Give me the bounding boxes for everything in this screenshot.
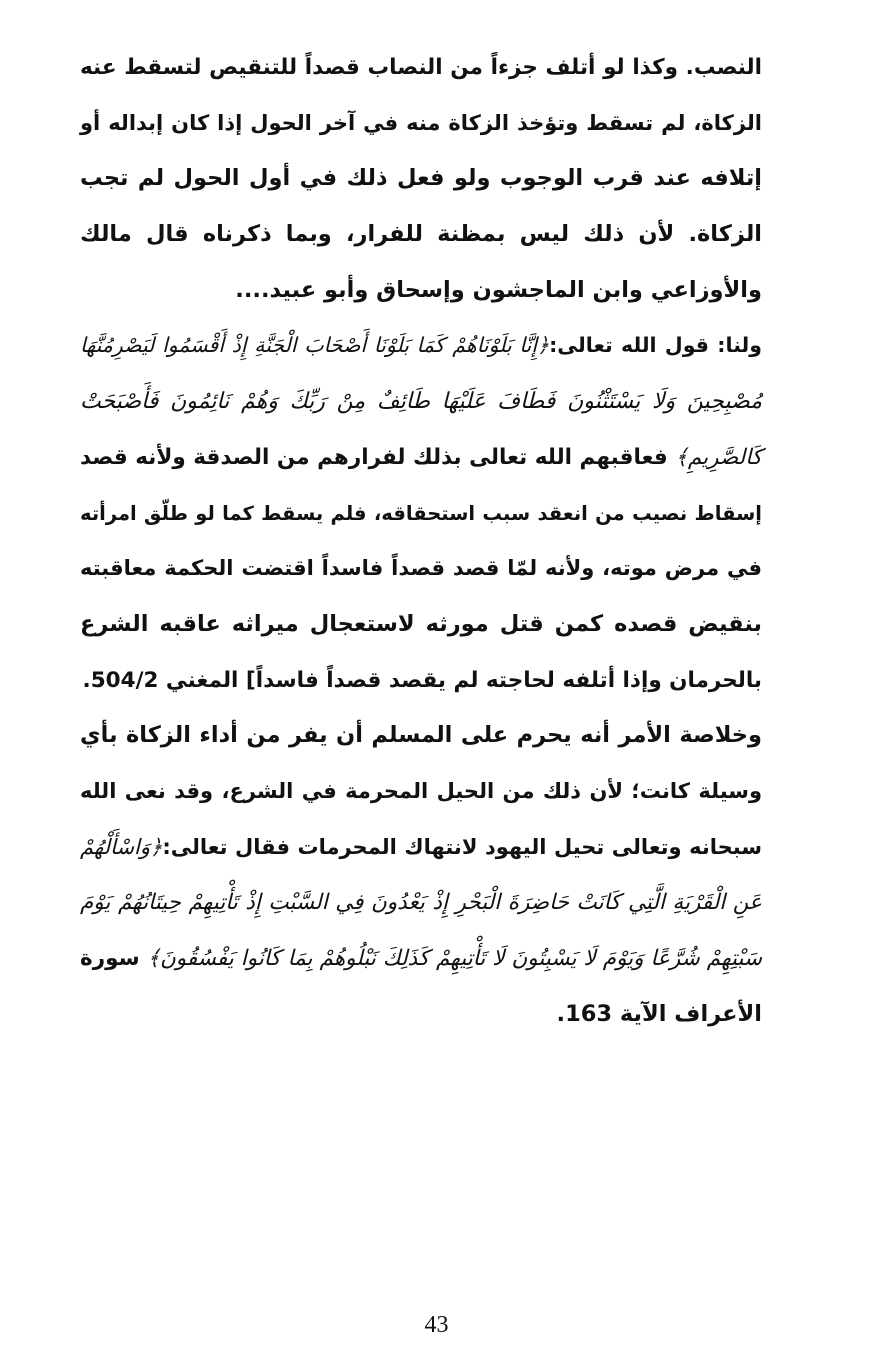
line-text: وسيلة كانت؛ لأن ذلك من الحيل المحرمة في الشرع، وقد نعى الله (80, 778, 762, 803)
text-line (80, 708, 762, 764)
text-line (80, 207, 762, 263)
text-line (80, 931, 762, 987)
quran-quote: مُصْبِحِينَ وَلَا يَسْتَثْنُونَ فَطَافَ عَلَيْهَا طَائِفٌ مِنْ رَبِّكَ وَهُمْ نَائِمُونَ فَأَصْبَحَتْ (80, 389, 762, 415)
text-line (80, 875, 762, 931)
line-text: بالحرمان وإذا أتلفه لحاجته لم يقصد قصداً فاسداً] المغني 504/2. (82, 667, 762, 693)
line-text: الزكاة. لأن ذلك ليس بمظنة للفرار، وبما ذكرناه قال مالك (80, 221, 762, 248)
line-text: سبحانه وتعالى تحيل اليهود لانتهاك المحرمات فقال تعالى: (162, 834, 762, 859)
line-text: إتلافه عند قرب الوجوب ولو فعل ذلك في أول الحول لم تجب (80, 165, 762, 192)
quran-quote: ﴿إِنَّا بَلَوْنَاهُمْ كَمَا بَلَوْنَا أَصْحَابَ الْجَنَّةِ إِذْ أَقْسَمُوا لَيَصْرِمُنَّهَا (80, 333, 550, 358)
quran-quote: عَنِ الْقَرْيَةِ الَّتِي كَانَتْ حَاضِرَةَ الْبَحْرِ إِذْ يَعْدُونَ فِي السَّبْتِ إِذْ تَأْتِيهِمْ حِيتَانُهُمْ يَوْمَ (80, 890, 762, 916)
text-line (80, 764, 762, 820)
text-line (80, 653, 762, 709)
line-text: بنقيض قصده كمن قتل مورثه لاستعجال ميراثه عاقبه الشرع (80, 610, 762, 637)
line-text: سورة (80, 946, 148, 971)
text-line (80, 987, 762, 1043)
text-line (80, 541, 762, 597)
text-line (80, 820, 762, 876)
quran-quote: ﴿وَاسْأَلْهُمْ (80, 834, 163, 859)
line-text: الأعراف الآية 163. (556, 1000, 762, 1027)
text-line (80, 151, 762, 207)
line-text: في مرض موته، ولأنه لمّا قصد قصداً فاسداً اقتضت الحكمة معاقبته (80, 556, 762, 581)
text-line (80, 318, 762, 374)
line-text: والأوزاعي وابن الماجشون وإسحاق وأبو عبيد.... (235, 276, 762, 303)
quran-quote: سَبْتِهِمْ شُرَّعًا وَيَوْمَ لَا يَسْبِتُونَ لَا تَأْتِيهِمْ كَذَلِكَ نَبْلُوهُمْ بِمَا كَانُوا يَفْسُقُونَ﴾ (147, 946, 762, 971)
quran-quote: كَالصَّرِيمِ﴾ (675, 444, 762, 470)
text-line (80, 96, 762, 152)
line-text: وخلاصة الأمر أنه يحرم على المسلم أن يفر من أداء الزكاة بأي (80, 722, 762, 749)
line-text: فعاقبهم الله تعالى بذلك لفرارهم من الصدقة ولأنه قصد (80, 444, 676, 470)
text-line (80, 40, 762, 96)
line-text: ولنا: قول الله تعالى: (549, 333, 763, 358)
paragraph (80, 708, 762, 1042)
line-text: إسقاط نصيب من انعقد سبب استحقاقه، فلم يسقط كما لو طلّق امرأته (80, 501, 762, 525)
paragraph (80, 318, 762, 708)
text-line (80, 486, 762, 542)
text-line (80, 430, 762, 486)
body-text (80, 40, 762, 1042)
page-number: 43 (424, 1312, 449, 1338)
text-line (80, 597, 762, 653)
text-line (80, 374, 762, 430)
text-line (80, 263, 762, 319)
line-text: النصب. وكذا لو أتلف جزءاً من النصاب قصداً للتنقيص لتسقط عنه (80, 55, 762, 80)
line-text: الزكاة، لم تسقط وتؤخذ الزكاة منه في آخر الحول إذا كان إبداله أو (80, 110, 762, 135)
paragraph (80, 40, 762, 318)
